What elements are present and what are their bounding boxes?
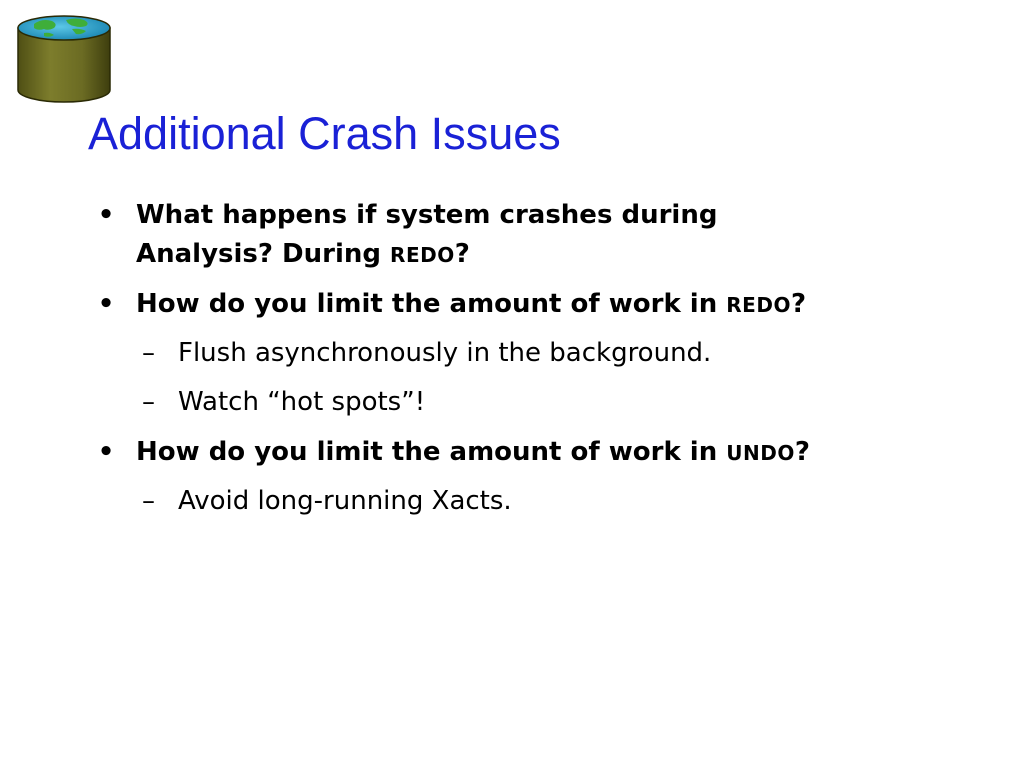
slide-title: Additional Crash Issues xyxy=(88,108,561,159)
bullet-marker: • xyxy=(97,200,115,230)
bullet-text: How do you limit the amount of work in xyxy=(136,289,727,319)
bullet-text: Analysis? During xyxy=(136,239,391,269)
database-globe-icon xyxy=(14,12,114,106)
smallcaps-term: REDO xyxy=(726,293,791,317)
bullet-item xyxy=(96,196,976,275)
sub-bullet-item xyxy=(96,384,976,420)
bullet-marker: • xyxy=(97,437,115,467)
sub-bullet-marker: – xyxy=(142,338,155,368)
sub-bullet-text: Watch “hot spots”! xyxy=(178,387,426,417)
bullet-item xyxy=(96,285,976,325)
bullet-item xyxy=(96,433,976,473)
bullet-marker: • xyxy=(97,289,115,319)
sub-bullet-marker: – xyxy=(142,387,155,417)
smallcaps-term: UNDO xyxy=(726,441,795,465)
slide-body xyxy=(96,196,976,532)
bullet-text: What happens if system crashes during xyxy=(136,200,718,230)
smallcaps-term: REDO xyxy=(390,243,455,267)
bullet-text: ? xyxy=(790,289,807,319)
bullet-text: How do you limit the amount of work in xyxy=(136,437,727,467)
sub-bullet-item xyxy=(96,335,976,371)
sub-bullet-text: Flush asynchronously in the background. xyxy=(178,338,712,368)
sub-bullet-item xyxy=(96,483,976,519)
sub-bullet-text: Avoid long-running Xacts. xyxy=(178,486,512,516)
bullet-text: ? xyxy=(794,437,810,467)
bullet-text: ? xyxy=(454,239,470,269)
sub-bullet-marker: – xyxy=(142,486,155,516)
